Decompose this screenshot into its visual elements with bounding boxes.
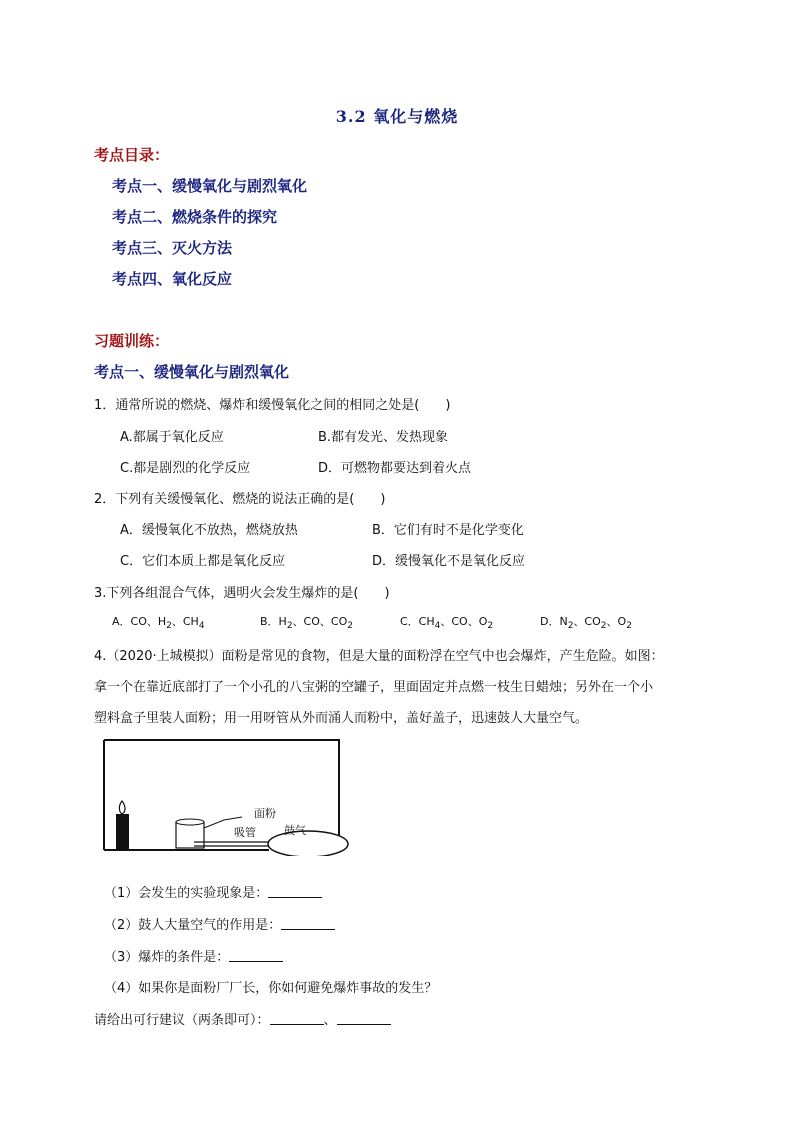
question-4-line-2: 拿一个在靠近底部打了一个小孔的八宝粥的空罐子，里面固定并点燃一枝生日蜡烛；另外在一个小	[94, 680, 654, 695]
q1-option-a: A.都属于氧化反应	[120, 430, 224, 445]
answer-blank[interactable]	[337, 1012, 391, 1025]
answer-blank[interactable]	[281, 917, 335, 930]
question-3-stem: 3.下列各组混合气体，遇明火会发生爆炸的是( )	[94, 586, 390, 601]
practice-heading: 习题训练：	[94, 332, 170, 350]
experiment-diagram	[94, 738, 354, 856]
catalog-item: 考点二、燃烧条件的探究	[112, 208, 278, 226]
question-1-stem: 1．通常所说的燃烧、爆炸和缓慢氧化之间的相同之处是( )	[94, 398, 451, 413]
q2-option-c: C．它们本质上都是氧化反应	[120, 554, 286, 569]
catalog-item: 考点四、氧化反应	[112, 270, 233, 288]
candle-icon	[116, 814, 129, 850]
q2-option-b: B．它们有时不是化学变化	[372, 523, 524, 538]
air-balloon	[268, 831, 348, 856]
label-flour: 面粉	[254, 807, 276, 820]
q3-option-b: B．$H_2$、CO、$CO_2$	[260, 615, 353, 631]
question-4-line-3: 塑料盒子里装人面粉；用一用呀管从外而涌人而粉中，盖好盖子，迅速鼓人大量空气。	[94, 711, 589, 726]
flour-cup-rim	[176, 819, 204, 825]
catalog-item: 考点三、灭火方法	[112, 239, 233, 257]
q3-option-c: C．$CH_4$、CO、$O_2$	[400, 615, 494, 631]
answer-blank[interactable]	[229, 949, 283, 962]
q2-option-a: A．缓慢氧化不放热，燃烧放热	[120, 523, 298, 538]
label-air: 鼓气	[284, 824, 306, 837]
flame-icon	[119, 801, 125, 814]
q4-sub-1: （1）会发生的实验现象是：	[104, 882, 322, 901]
flour-cup	[176, 822, 204, 848]
page-title: 3.2 氧化与燃烧	[335, 107, 459, 126]
q4-sub-4: （4）如果你是面粉厂厂长，你如何避免爆炸事故的发生？	[104, 981, 438, 996]
q1-option-d: D．可燃物都要达到着火点	[318, 461, 472, 476]
q2-option-d: D．缓慢氧化不是氧化反应	[372, 554, 526, 569]
practice-topic: 考点一、缓慢氧化与剧烈氧化	[94, 363, 290, 381]
catalog-item: 考点一、缓慢氧化与剧烈氧化	[112, 177, 308, 195]
q4-sub-5: 请给出可行建议（两条即可）： 、	[94, 1009, 391, 1028]
q3-option-d: D．$N_2$、$CO_2$、$O_2$	[540, 615, 632, 631]
q1-option-b: B.都有发光、发热现象	[318, 430, 449, 445]
question-2-stem: 2．下列有关缓慢氧化、燃烧的说法正确的是( )	[94, 492, 386, 507]
catalog-heading: 考点目录：	[94, 146, 170, 164]
answer-blank[interactable]	[270, 1012, 324, 1025]
q4-sub-3: （3）爆炸的条件是：	[104, 946, 283, 965]
q4-sub-2: （2）鼓人大量空气的作用是：	[104, 914, 335, 933]
question-4-line-1: 4.（2020·上城模拟）面粉是常见的食物，但是大量的面粉浮在空气中也会爆炸，产生危险。如图：	[94, 649, 664, 664]
q1-option-c: C.都是剧烈的化学反应	[120, 461, 251, 476]
label-straw: 吸管	[234, 826, 256, 839]
answer-blank[interactable]	[268, 885, 322, 898]
q3-option-a: A．CO、$H_2$、$CH_4$	[112, 615, 205, 631]
